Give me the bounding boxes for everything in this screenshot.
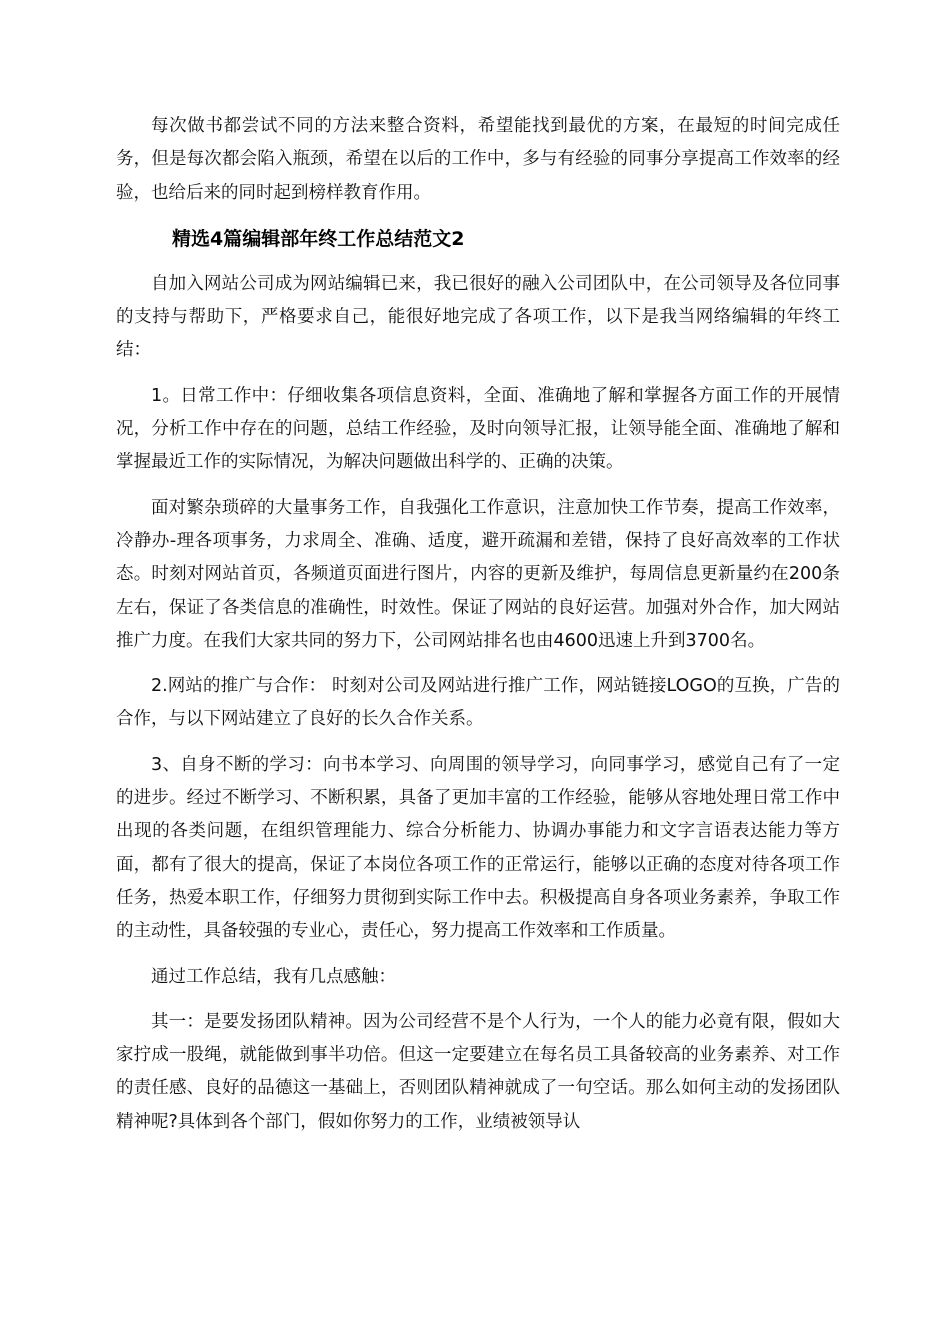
body-paragraph: 2.网站的推广与合作： 时刻对公司及网站进行推广工作，网站链接LOGO的互换，广告的合作，与以下网站建立了良好的长久合作关系。	[116, 676, 840, 730]
section-heading: 精选4篇编辑部年终工作总结范文2	[172, 227, 465, 250]
body-paragraph: 其一：是要发扬团队精神。因为公司经营不是个人行为，一个人的能力必竟有限，假如大家拧成一股绳，就能做到事半功倍。但这一定要建立在每名员工具备较高的业务素养、对工作的责任感、良好的品德这一基础上，否则团队精神就成了一句空话。那么如何主动的发扬团队精神呢?具体到各个部门，假如你努力的工作，业绩被领导认	[116, 1011, 840, 1132]
document-page	[116, 110, 840, 1151]
body-paragraph: 通过工作总结，我有几点感触：	[151, 966, 396, 987]
body-paragraph: 3、自身不断的学习：向书本学习、向周围的领导学习，向同事学习，感觉自己有了一定的进步。经过不断学习、不断积累，具备了更加丰富的工作经验，能够从容地处理日常工作中出现的各类问题，在组织管理能力、综合分析能力、协调办事能力和文字言语表达能力等方面，都有了很大的提高，保证了本岗位各项工作的正常运行，能够以正确的态度对待各项工作任务，热爱本职工作，仔细努力贯彻到实际工作中去。积极提高自身各项业务素养，争取工作的主动性，具备较强的专业心，责任心，努力提高工作效率和工作质量。	[116, 754, 840, 942]
intro-paragraph: 每次做书都尝试不同的方法来整合资料，希望能找到最优的方案，在最短的时间完成任务，但是每次都会陷入瓶颈，希望在以后的工作中，多与有经验的同事分享提高工作效率的经验，也给后来的同时起到榜样教育作用。	[116, 116, 840, 203]
body-paragraph: 1。日常工作中：仔细收集各项信息资料，全面、准确地了解和掌握各方面工作的开展情况，分析工作中存在的问题，总结工作经验，及时向领导汇报，让领导能全面、准确地了解和掌握最近工作的实际情况，为解决问题做出科学的、正确的决策。	[116, 385, 840, 473]
body-paragraph: 自加入网站公司成为网站编辑已来，我已很好的融入公司团队中，在公司领导及各位同事的支持与帮助下，严格要求自己，能很好地完成了各项工作，以下是我当网络编辑的年终工结：	[116, 273, 840, 361]
body-paragraph: 面对繁杂琐碎的大量事务工作，自我强化工作意识，注意加快工作节奏，提高工作效率，冷静办-理各项事务，力求周全、准确、适度，避开疏漏和差错，保持了良好高效率的工作状态。时刻对网站首页，各频道页面进行图片，内容的更新及维护，每周信息更新量约在200条左右，保证了各类信息的准确性，时效性。保证了网站的良好运营。加强对外合作，加大网站推广力度。在我们大家共同的努力下，公司网站排名也由4600迅速上升到3700名。	[116, 497, 840, 651]
